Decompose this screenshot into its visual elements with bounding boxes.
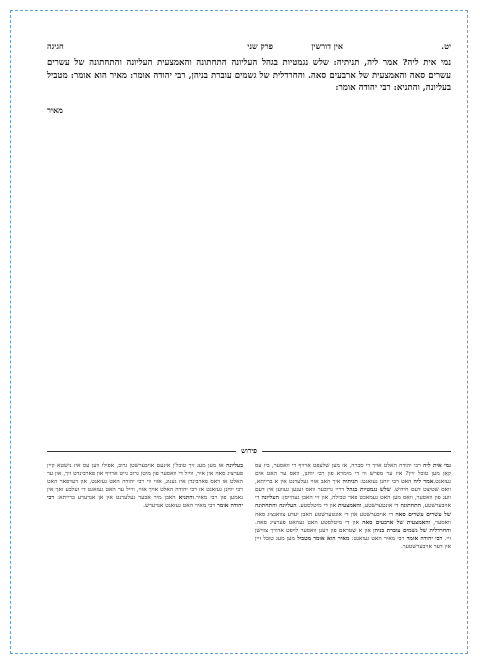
- main-text: נמי אית ליה? אמר ליה, תניתיה: שלש נגמטיות בגהל העליונה התחתונה והאמצעית העליונה והתחתונה של עשרים עשרים סאה והאמצעית של ארבעים סאה. והחרדלית של גשמים עוברת בניהן, רבי יהודה אומר: מאיר הוא אומר: מטביל בעליונה, והתניא: רבי יהודה אומר:: [47, 58, 451, 93]
- commentary-lemma: והתניא: [178, 495, 195, 502]
- commentary-lemma: מטביל: [297, 535, 312, 542]
- commentary-lemma: נמי אית ליה: [423, 463, 451, 469]
- commentary-lemma: אמר ליה: [413, 479, 434, 486]
- commentary-columns: [47, 462, 451, 642]
- commentary-lemma: והאמצעית: [337, 503, 362, 510]
- commentary-header: [47, 446, 451, 456]
- commentary-column-left: [47, 462, 243, 642]
- commentary-lemma: רבי יהודה אומר: [406, 535, 443, 542]
- commentary-lemma: העליונה והתחתונה של עשרים עשרים סאה: [255, 503, 451, 518]
- commentary-explanation: און א שטראם פון רעגן וואסער לויפט אדורך צווישן זיי.: [255, 527, 451, 542]
- commentary-explanation: די אויבערשטע,: [255, 495, 451, 510]
- commentary-explanation: די אונטערשטע,: [361, 503, 401, 510]
- commentary-lemma: בעליונה: [225, 463, 243, 469]
- commentary-explanation: איך האב אזוי געלערנט אין א ברייתא, וואס שטיצט דעם חידוש.: [255, 479, 451, 494]
- page-header: [47, 41, 451, 57]
- commentary-explanation: און די מיטלסטע האט געהאט פערציג סאה.: [255, 519, 363, 526]
- tractate-name: חגיגה: [47, 41, 64, 51]
- perek-number: פרק שני: [247, 41, 273, 51]
- folio-number: יט.: [441, 41, 451, 51]
- commentary-explanation: די אויבערשטע און די אונטערשטע האבן יעדע צוואנציג סאה וואסער,: [255, 511, 451, 526]
- commentary-explanation: מען מעג טובל זיין אין דער אויבערשטער.: [255, 535, 451, 550]
- main-text-block: [47, 57, 451, 95]
- commentary-lemma: התחתונה: [400, 503, 421, 510]
- commentary-explanation: רבי יהודה האלט אויך די סברה, אז מען שלעפט ארויף די וואסער, ביז עס קאָן מען טובל זיין? איז ער מפרש ווי די מימרא פון רבי יוחנן, וואס ער האט אים געזאגט.: [255, 463, 451, 486]
- commentary-explanation: רבי מאיר האט געזאגט אנדערש.: [143, 503, 218, 510]
- commentary-lemma: והחרדלית של גשמים עוברת בניהן: [373, 527, 451, 534]
- commentary-lemma: תניתיה: [342, 479, 358, 486]
- commentary-explanation: האבן מיר אבער געלערנט אין אן אנדערע ברייתא:: [54, 495, 179, 502]
- talmud-page: [47, 19, 451, 643]
- commentary-lemma: מאיר הוא אומר: [313, 535, 350, 542]
- commentary-explanation: רבי מאיר האט געזאגט:: [349, 535, 407, 542]
- commentary-paragraph: [255, 462, 451, 551]
- commentary-explanation: דריי גרובער וואס זענען געווען אין דעם וועג פון וואסער, וואס מען האט געמאכט פאר טבילה, און זיי האבן געהייסן:: [255, 487, 451, 502]
- commentary-paragraph: [47, 462, 243, 511]
- commentary-column-right: [255, 462, 451, 642]
- chapter-title: אין דורשין: [311, 41, 343, 51]
- commentary-explanation: אז מען מעג זיך טובל'ן אינעם אויבערשטן גרוב, אפילו ווען עס איז נישטא קיין פערציג סאה אין איר, ווייל די וואסער פון מיטן גרוב גייט ארויף און פארבינדט זיך, און ער האלט אז דאס פארבינדן איז גענוג, אזוי ווי רבי יהודה האט געזאגט, און דערפאר האט רבי יוחנן געזאגט אז רבי יהודה האלט אויך אזוי, ווייל ער האט געזאגט די זעלבע זאך אין נאמען פון רבי מאיר.: [47, 463, 243, 502]
- commentary-explanation: האט רבי יוחנן געזאגט:: [357, 479, 414, 486]
- main-text-end-word: מאיר: [47, 105, 63, 115]
- commentary-lemma: שלש נגמטיות בגהל: [346, 487, 391, 494]
- commentary-lemma: העליונה: [261, 495, 280, 502]
- commentary-lemma: רבי יהודה אומר: [47, 495, 243, 510]
- commentary-label: פירוש: [236, 446, 262, 455]
- commentary-lemma: והאמצעית של ארבעים סאה: [362, 519, 431, 526]
- page-frame: [10, 10, 468, 654]
- commentary-explanation: און די מיטלסטע.: [296, 503, 338, 510]
